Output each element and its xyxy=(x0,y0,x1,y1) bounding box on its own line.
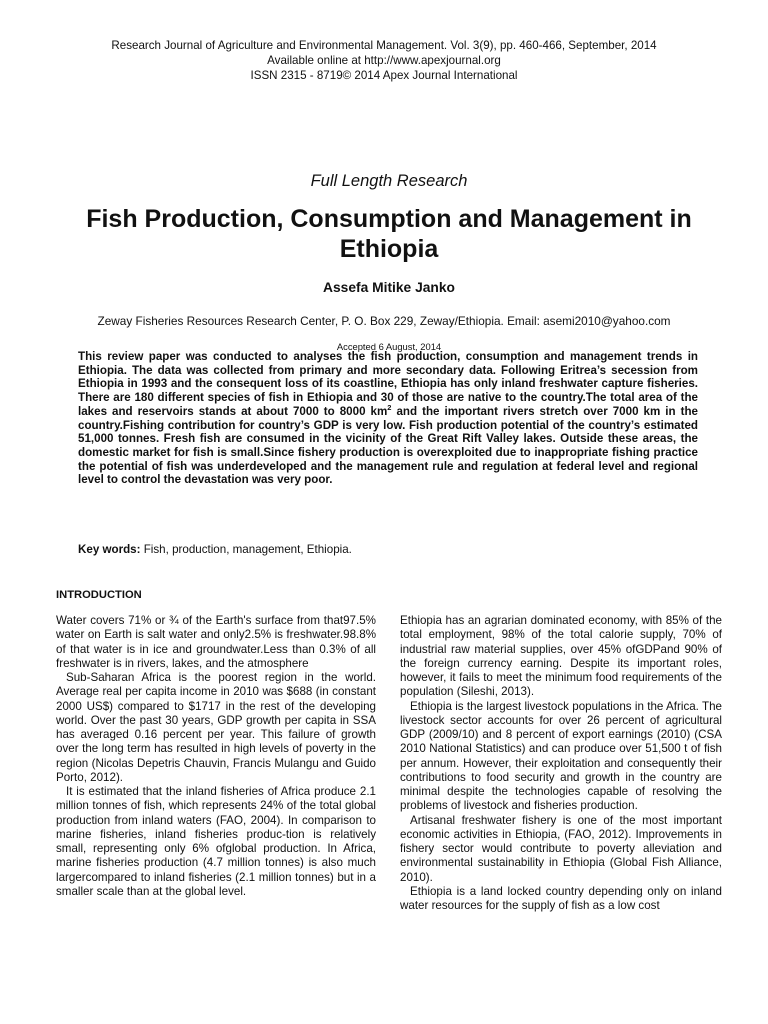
abstract xyxy=(78,350,698,487)
journal-online-url: Available online at http://www.apexjournal.org xyxy=(267,54,501,67)
author-name: Assefa Mitike Janko xyxy=(323,280,455,295)
author-affiliation: Zeway Fisheries Resources Research Center, P. O. Box 229, Zeway/Ethiopia. Email: asemi2010@yahoo.com xyxy=(97,314,671,328)
abstract-superscript: 2 xyxy=(387,402,392,412)
intro-paragraph: It is estimated that the inland fisheries of Africa produce 2.1 million tonnes of fish, which represents 24% of the total global production from inland waters (FAO, 2004). In comparison to marine fisheries, inland fisheries produc-tion is relatively small, representing only 6% ofglobal production. In Africa, marine fisheries production (4.7 million tonnes) is also much largercompared to inland fisheries (2.1 million tonnes) but in a smaller scale than at the global level. xyxy=(56,785,376,898)
intro-paragraph: Ethiopia is the largest livestock populations in the Africa. The livestock sector accounts for over 26 percent of agricultural GDP (2009/10) and 8 percent of export earnings (2010) (CSA 2010 National Statistics) and can produce over 51,500 t of fish per annum. However, their exploitation and consequently their contributions to food security and growth in the country are minimal despite the technologies capable of resolving the problems of livestock and fisheries production. xyxy=(400,699,722,813)
keywords-label: Key words: xyxy=(78,543,141,556)
abstract-text-part2: and the important rivers stretch over 7000 km in the country.Fishing contribution for country’s GDP is very low. Fish production potential of the country’s estimated 51,000 tonnes. Fresh fish are consumed in the vicinity of the Great Rift Valley lakes. Outside these areas, the domestic market for fish is small.Since fishery production is overexploited due to inappropriate fishing practice the potential of fish was underdeveloped and the management rule and regulation at federal level and regional level to control the devastation was very poor. xyxy=(78,404,698,487)
journal-header xyxy=(0,38,768,83)
accepted-date: Accepted 6 August, 2014 xyxy=(336,341,442,352)
introduction-heading: INTRODUCTION xyxy=(56,589,142,601)
keywords-value: Fish, production, management, Ethiopia. xyxy=(140,543,352,556)
right-column xyxy=(400,614,722,913)
left-column xyxy=(56,614,376,899)
keywords xyxy=(78,543,698,556)
intro-paragraph: Sub-Saharan Africa is the poorest region in the world. Average real per capita income in 2010 was $688 (in constant 2000 US$) compared to $1717 in the rest of the developing world. Over the past 30 years, GDP growth per capita in SSA has averaged 0.16 percent per year. This failure of growth over the long term has resulted in high levels of poverty in the region (Nicolas Depetris Chauvin, Francis Mulangu and Guido Porto, 2012). xyxy=(56,671,376,784)
article-type: Full Length Research xyxy=(310,172,468,190)
intro-paragraph: Ethiopia has an agrarian dominated economy, with 85% of the total employment, 98% of the total calorie supply, 70% of industrial raw material supplies, over 45% ofGDPand 90% of the foreign currency earning. Despite its important roles, however, it fails to meet the minimum food requirements of the population (Sileshi, 2013). xyxy=(400,614,722,699)
journal-citation: Research Journal of Agriculture and Environmental Management. Vol. 3(9), pp. 460-466, September, 2014 xyxy=(111,39,657,52)
intro-paragraph: Artisanal freshwater fishery is one of the most important economic activities in Ethiopia, (FAO, 2012). Improvements in fishery sector would contribute to poverty alleviation and environmental sustainability in Ethiopia (Global Fish Alliance, 2010). xyxy=(400,813,722,884)
paper-title: Fish Production, Consumption and Management in Ethiopia xyxy=(86,205,692,263)
intro-paragraph: Water covers 71% or ¾ of the Earth's surface from that97.5% water on Earth is salt water and only2.5% is freshwater.98.8% of that water is in ice and groundwater.Less than 0.3% of all freshwater is in rivers, lakes, and the atmosphere xyxy=(56,614,376,670)
intro-paragraph: Ethiopia is a land locked country depending only on inland water resources for the supply of fish as a low cost xyxy=(400,884,722,912)
abstract-text-part1: This review paper was conducted to analyses the fish production, consumption and management trends in Ethiopia. The data was collected from primary and more secondary data. Following Eritrea’s secession from Ethiopia in 1993 and the consequent loss of its coastline, Ethiopia has only inland freshwater capture fisheries. There are 180 different species of fish in Ethiopia and 30 of those are native to the country.The total area of the lakes and reservoirs stands at about 7000 to 8000 km xyxy=(78,350,698,418)
journal-issn: ISSN 2315 - 8719© 2014 Apex Journal International xyxy=(250,69,518,82)
